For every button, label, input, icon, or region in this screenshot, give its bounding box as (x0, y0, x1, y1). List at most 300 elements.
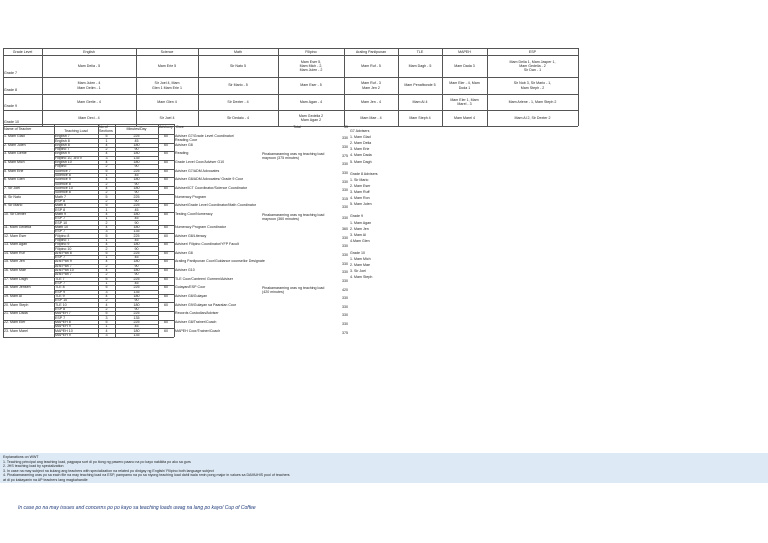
teacher-minutes-11-1: 45 (134, 237, 139, 242)
teacher-subject-17-0: TLE 8 (55, 285, 65, 290)
teacher-sections-19-0: 4 (105, 302, 108, 307)
teacher-name-13: 14. Mam Ruf (4, 250, 25, 255)
teacher-minutes-13-0: 225 (133, 250, 140, 255)
teacher-sections-16-1: 1 (105, 281, 108, 286)
teacher-sections-19-1: 2 (105, 307, 108, 311)
top-cell-1-6: Mam Eler - 4, Mam Doda 1 (449, 81, 480, 90)
teacher-minutes-10-0: 180 (133, 224, 140, 229)
teacher-subject-20-1: ESP 7 (55, 315, 66, 320)
teacher-total-15: 330 (342, 270, 348, 275)
top-cell-3-5: Mam Steph 4 (409, 115, 431, 120)
teacher-minutes-3-1: 90 (134, 164, 139, 169)
teacher-advisory-12: 60 (164, 242, 168, 247)
teacher-core-14: Araling Panlipunan Coor/Guidance counsellor Designate (175, 259, 265, 264)
teacher-minutes-16-1: 45 (134, 281, 139, 286)
sub-line (54, 315, 158, 316)
top-header-5: Araling Panlipunan (355, 49, 387, 54)
top-header-8: ESP (528, 49, 537, 54)
teacher-sections-13-1: 1 (105, 255, 108, 260)
teacher-minutes-17-1: 135 (133, 289, 140, 294)
teacher-core-13: Adviser G8 (175, 250, 193, 255)
teacher-total-0: 330 (342, 136, 348, 141)
teacher-advisory-14: 60 (164, 259, 168, 264)
teacher-total-21: 330 (342, 322, 348, 327)
teacher-subject-7-0: Math 7 (55, 194, 66, 199)
teacher-name-20: 21. Mam Dada (4, 311, 28, 316)
adviser-line-5: 5. Mam Dagh (350, 159, 372, 164)
teacher-core-9: Testing Coor/Numeracy (175, 211, 213, 216)
teacher-advisory-18: 60 (164, 294, 168, 299)
teacher-total-20: 330 (342, 313, 348, 318)
top-header-2: Science (160, 49, 174, 54)
teacher-name-8: 9. Sir Mario (4, 203, 23, 208)
teacher-subject-21-0: MAPEH 8 (55, 319, 71, 324)
teacher-sections-6-1: 2 (105, 190, 108, 195)
adviser-line-7: Grade 8 Advisers (350, 171, 378, 176)
teacher-name-6: 7. Sir Joel (4, 186, 20, 191)
teacher-name-21: 22. Mam Eler (4, 319, 26, 324)
top-cell-3-6: Mam Marel 4 (454, 115, 475, 120)
teacher-total-14: 330 (342, 261, 348, 266)
teacher-subject-22-1: MAPEH 9 (55, 332, 71, 337)
top-cell-3-1: Sir Joel 4 (159, 115, 175, 120)
teacher-total-16: 330 (342, 278, 348, 283)
teacher-subject-10-1: ESP 7 (55, 229, 66, 234)
teacher-sections-11-0: 5 (105, 233, 108, 238)
top-cell-1-7: Sir Nob 3, Sir Mario - 1, Mam Steph - 2 (513, 81, 552, 90)
teacher-name-18: 19. Mam Al (4, 294, 22, 299)
teacher-advisory-15: 60 (164, 268, 168, 273)
teacher-core-20: Records Custodian/Adviser (175, 311, 219, 316)
teacher-subject-15-1: Aral Pan 7 (55, 272, 72, 277)
sub-line (54, 156, 158, 157)
teacher-sections-20-1: 3 (105, 315, 108, 320)
adviser-line-21: 1. Mam Mich (350, 257, 371, 262)
teacher-minutes-12-0: 180 (133, 242, 140, 247)
adviser-line-15: 1. Mam Agan (350, 220, 372, 225)
teacher-name-12: 13. Mam Agan (4, 242, 28, 247)
explanations-notes (3, 455, 290, 483)
adviser-line-11: 4. Mam Ron (350, 196, 370, 201)
teacher-subject-8-1: ESP 8 (55, 207, 66, 212)
teacher-sections-6-0: 4 (105, 186, 108, 191)
teacher-name-9: 10. Sir Dexter (4, 211, 26, 216)
sub-line (54, 281, 158, 282)
teacher-sections-9-2: 2 (105, 220, 108, 225)
teacher-minutes-1-0: 180 (133, 142, 140, 147)
main-header-count: 35 (344, 124, 348, 129)
teacher-advisory-1: 60 (164, 142, 168, 147)
teacher-total-7: 315 (342, 196, 348, 201)
teacher-core-5: Adviser G8/ADM Advocates/ Grade 9 Coor (175, 177, 244, 182)
adviser-line-1: 1. Mam Glad (350, 135, 371, 140)
sub-line (54, 255, 158, 256)
teacher-minutes-20-0: 225 (133, 311, 140, 316)
top-cell-1-2: Sir Mario - 5 (228, 83, 248, 88)
top-cell-3-2: Sir Dedalo - 4 (227, 115, 249, 120)
top-cell-0-5: Mam Dagh - 5 (408, 63, 432, 68)
teacher-sections-17-1: 3 (105, 289, 108, 294)
teacher-sections-20-0: 5 (105, 311, 108, 316)
teacher-core-4: Adviser G7/ADM Advocates (175, 168, 220, 173)
teacher-remark-17: Pinakamaraming oras ng teaching load (420 minutes) (262, 286, 325, 295)
sub-line (54, 190, 158, 191)
teacher-sections-4-0: 5 (105, 168, 108, 173)
teacher-core-6: Adviser/ICT Coordinator/Science Coordinator (175, 186, 248, 191)
teacher-subject-2-1: Filipino 10, 3rd 9 (55, 155, 82, 160)
adviser-line-10: 3. Mam Ruff (350, 190, 370, 194)
teacher-minutes-21-1: 45 (134, 324, 139, 329)
sub-line (54, 207, 158, 208)
teacher-minutes-8-1: 45 (134, 207, 139, 212)
teacher-sections-9-0: 4 (105, 211, 108, 216)
teacher-subject-0-1: English 8 (55, 138, 70, 143)
top-header-0: Grade Level (12, 49, 33, 54)
teacher-sections-2-0: 4 (105, 151, 108, 156)
teacher-subject-14-0: Aral Pan 9 (55, 259, 72, 264)
top-grade-3: Grade 10 (4, 120, 19, 124)
sub-line (54, 229, 158, 230)
teacher-advisory-0: 60 (164, 134, 168, 139)
adviser-line-0: G7 Advisers (350, 129, 370, 133)
main-header-minutes: Minutes/Day (126, 127, 147, 131)
top-header-1: English (83, 49, 95, 54)
teacher-sections-0-1: 1 (105, 138, 108, 143)
teacher-core-21: Adviser G8/Trainer/Coach (175, 319, 217, 324)
teacher-core-17: Gulayan/ESP Coor (175, 285, 206, 290)
sub-line (54, 199, 158, 200)
teacher-sections-7-0: 5 (105, 194, 108, 199)
top-line (3, 55, 578, 56)
notes-title: Explanations on WWT (3, 455, 39, 459)
top-cell-1-0: Mam Julen - 4 Mam Delim - 1 (77, 81, 101, 90)
teacher-core-16: TLE Coor/Canteen/ Gurmen/Adviser (175, 276, 233, 281)
sub-line (54, 290, 158, 291)
teacher-minutes-13-1: 45 (134, 255, 139, 260)
adviser-line-8: 1. Sir Mario (350, 177, 369, 182)
teacher-total-2: 375 (342, 153, 348, 158)
teacher-total-1: 330 (342, 144, 348, 149)
teacher-subject-1-1: Filipino 7 (55, 147, 70, 152)
sub-line (54, 164, 158, 165)
teacher-subject-18-0: TLE 9 (55, 294, 65, 299)
teacher-total-11: 330 (342, 235, 348, 240)
teacher-advisory-17: 60 (164, 285, 168, 290)
teacher-subject-16-0: TLE 7 (55, 276, 65, 281)
teacher-core-10: Numeracy Program Coordinator (175, 224, 226, 229)
top-cell-0-6: Mam Dada 3 (454, 63, 475, 68)
top-vline (578, 48, 579, 126)
main-vline (98, 124, 99, 337)
teacher-minutes-5-1: 90 (134, 181, 139, 186)
sub-line (54, 264, 158, 265)
teacher-subject-1-0: English 8 (55, 142, 70, 147)
teacher-advisory-22: 60 (164, 328, 168, 333)
teacher-subject-5-1: Science 8 (55, 181, 71, 186)
teacher-total-19: 330 (342, 304, 348, 309)
top-cell-2-7: Mam Arlene - 1, Mam Steph 2 (508, 99, 557, 104)
teacher-name-1: 2. Mam Julen (4, 142, 26, 147)
teacher-name-16: 17. Mam Dagh (4, 276, 28, 281)
teacher-core-19: Adviser G9/Gulayan sa Paaralan Coor (175, 302, 237, 307)
teacher-minutes-18-0: 180 (133, 294, 140, 299)
teacher-sections-11-1: 1 (105, 237, 108, 242)
top-cell-3-0: Mam Dexi - 4 (78, 115, 100, 120)
teacher-sections-5-0: 4 (105, 177, 108, 182)
teacher-subject-11-0: Filipino 8 (55, 233, 70, 238)
teacher-sections-5-1: 2 (105, 181, 108, 186)
teacher-subject-10-0: Math 10 (55, 224, 68, 229)
teacher-minutes-2-0: 180 (133, 151, 140, 156)
sub-line (54, 182, 158, 183)
teacher-name-11: 12. Mam Eser (4, 233, 27, 238)
top-cell-3-3: Mam Gedelia 2 Mam Agan 2 (298, 113, 324, 122)
teacher-core-11: Adviser G8/Literacy (175, 233, 207, 238)
teacher-total-3: 330 (342, 162, 348, 167)
teacher-subject-12-0: Filipino 9 (55, 242, 70, 247)
top-grade-2: Grade 9 (4, 104, 17, 108)
teacher-advisory-8: 60 (164, 203, 168, 208)
main-line (3, 337, 174, 338)
top-vline (3, 48, 4, 126)
teacher-minutes-9-1: 45 (134, 216, 139, 221)
teacher-total-5: 330 (342, 179, 348, 184)
top-cell-1-1: Sir Joel 4, Mam Glen 1 Mam Erie 1 (152, 81, 182, 90)
teacher-sections-14-1: 2 (105, 263, 108, 268)
teacher-advisory-3: 60 (164, 160, 168, 165)
teacher-subject-8-0: Math 8 (55, 203, 66, 208)
teacher-subject-9-2: ESP 10 (55, 220, 68, 225)
teacher-minutes-6-0: 180 (133, 186, 140, 191)
teacher-remark-2: Pinakamaraming oras ng teaching load mayroon (375 minutes) (262, 152, 325, 161)
teacher-subject-15-0: Aral Pan 10 (55, 268, 74, 273)
teacher-advisory-19: 60 (164, 302, 168, 307)
teacher-total-12: 330 (342, 244, 348, 249)
main-vline (3, 124, 4, 337)
top-cell-0-0: Mam Delia - 5 (77, 63, 101, 68)
teacher-subject-4-0: Science 7 (55, 168, 71, 173)
top-cell-2-4: Mam Jen - 4 (361, 99, 381, 104)
teacher-sections-7-1: 2 (105, 199, 108, 203)
main-header-sections: No of Sections (99, 124, 113, 133)
teacher-core-15: Adviser G10 (175, 268, 195, 273)
teacher-minutes-22-1: 135 (133, 332, 140, 337)
adviser-line-9: 2. Mam Eser (350, 183, 371, 188)
teacher-total-17: 420 (342, 287, 348, 292)
teacher-minutes-19-0: 180 (133, 302, 140, 307)
top-cell-1-4: Mam Ruf - 3 Mam Jen 2 (361, 81, 381, 90)
teacher-advisory-10: 60 (164, 224, 168, 229)
teacher-minutes-1-1: 90 (134, 147, 139, 152)
adviser-line-3: 3. Mam Erie (350, 147, 370, 152)
teacher-core-12: Adviser/ Filipino Coordinator/YFP Facult (175, 242, 239, 247)
top-cell-3-7: Mam Al 2, Sir Dexter 2 (514, 115, 551, 120)
main-header-load: Teaching Load (64, 129, 88, 133)
main-line (3, 124, 174, 125)
teacher-core-8: Adviser/Grade Level Coordinator/Math Coordinator (175, 203, 257, 208)
teacher-subject-17-1: ESP 9 (55, 289, 66, 294)
top-header-7: MAPEH (458, 49, 471, 54)
teacher-minutes-9-2: 90 (134, 220, 139, 225)
teacher-minutes-12-1: 90 (134, 246, 139, 251)
teacher-sections-4-1: 1 (105, 173, 108, 178)
teacher-remark-9: Pinakamaraming oras ng teaching load mayroon (360 minutes) (262, 212, 325, 221)
teacher-minutes-4-0: 225 (133, 168, 140, 173)
teacher-advisory-5: 60 (164, 177, 168, 182)
teacher-sections-3-1: 2 (105, 164, 108, 169)
teacher-subject-21-1: MAPEH 9 (55, 324, 71, 329)
teacher-subject-3-1: Filipino (55, 164, 67, 169)
top-cell-2-0: Mam Gerlie - 4 (77, 99, 101, 104)
teacher-subject-19-1: ESP 8 (55, 307, 66, 311)
teacher-sections-21-1: 1 (105, 324, 108, 329)
adviser-line-18: 4.Mam Glen (350, 238, 370, 243)
teacher-minutes-7-0: 225 (133, 194, 140, 199)
adviser-line-4: 4. Mam Dada (350, 153, 372, 158)
top-grade-1: Grade 8 (4, 88, 17, 92)
teacher-core-0: Adviser G7/Grade Level Coordinator/ Reading Coor (175, 134, 235, 143)
teacher-name-0: 1. Mam Glad (4, 134, 25, 139)
teacher-total-8: 330 (342, 205, 348, 210)
top-cell-2-6: Mam Eler 1, Mam Marel - 3 (450, 97, 479, 106)
teacher-subject-5-0: Science 9 (55, 177, 71, 182)
teacher-sections-13-0: 5 (105, 250, 108, 255)
teacher-subject-6-0: Science 10 (55, 186, 73, 191)
teacher-minutes-19-1: 90 (134, 307, 139, 311)
teacher-subject-3-0: English 10 (55, 160, 72, 165)
top-header-4: Filipino (305, 49, 317, 54)
sub-line (54, 173, 158, 174)
teacher-minutes-0-0: 225 (133, 134, 140, 139)
teacher-sections-18-1: 2 (105, 298, 108, 303)
top-cell-2-2: Sir Dexter - 4 (227, 99, 249, 104)
top-cell-0-7: Mam Delia 1, Mam Jasper 1, Mam Gedelia - 2 Sir Dan - 1 (509, 59, 556, 73)
notes-line-2: 2. JHS teaching load by specialization (3, 464, 64, 469)
adviser-line-16: 2. Mam Jen (350, 226, 369, 231)
teacher-sections-22-0: 4 (105, 328, 108, 333)
notes-line-4: 4. Pinakamaraming oras po sa each file na may teaching load na ESP, pampamo na po sa niyong teaching load dahil wala nmin pong major in values sa DAMUHIS pool of teachers (3, 473, 290, 478)
adviser-line-24: 4. Mam Steph (350, 275, 373, 280)
top-cell-3-4: Mam Mae - 4 (360, 115, 382, 120)
teacher-subject-2-0: English 9 (55, 151, 70, 156)
teacher-sections-12-0: 4 (105, 242, 108, 247)
teacher-subject-11-1: Filipino 7 (55, 237, 70, 242)
sub-line (54, 147, 158, 148)
main-header-core: Core (176, 124, 184, 129)
teacher-minutes-14-1: 90 (134, 263, 139, 268)
adviser-line-23: 3. Sir Joel (350, 269, 366, 274)
sub-line (54, 220, 158, 221)
teacher-minutes-9-0: 180 (133, 211, 140, 216)
sub-line (54, 238, 158, 239)
sub-line (54, 138, 158, 139)
teacher-total-18: 330 (342, 296, 348, 301)
top-cell-0-2: Sir Nato 5 (230, 63, 246, 68)
adviser-line-12: 5. Mam Julen (350, 202, 372, 207)
teacher-subject-22-0: MAPEH 10 (55, 328, 73, 333)
main-header-total: Total (293, 124, 301, 129)
teacher-name-17: 18. Mam Jensen (4, 285, 31, 290)
teacher-subject-14-1: Aral Pan 7 (55, 263, 72, 268)
top-cell-2-5: Mam Al 4 (412, 99, 428, 104)
teacher-minutes-3-0: 180 (133, 160, 140, 165)
teacher-name-19: 20. Mam Steph (4, 302, 29, 307)
teacher-subject-0-0: English 7 (55, 134, 70, 139)
notes-line-5: at di po kakayanin na AP teachers lang magkahandle (3, 477, 88, 482)
adviser-line-2: 2. Mam Delia (350, 141, 372, 146)
top-cell-2-3: Mam Agan - 4 (299, 99, 323, 104)
teacher-name-14: 15. Mam Jen (4, 259, 25, 264)
main-header-advisory: Advisory (159, 124, 173, 129)
teacher-total-10: 360 (342, 227, 348, 232)
teacher-subject-16-1: ESP 7 (55, 281, 66, 286)
teacher-sections-8-0: 5 (105, 203, 108, 208)
teacher-name-5: 6. Mam Glen (4, 177, 25, 182)
teacher-subject-7-1: ESP 8 (55, 199, 66, 203)
top-header-3: Math (234, 49, 242, 54)
teacher-minutes-21-0: 225 (133, 319, 140, 324)
teacher-sections-17-0: 5 (105, 285, 108, 290)
teacher-sections-12-1: 2 (105, 246, 108, 251)
main-vline (54, 124, 55, 337)
teacher-sections-15-0: 4 (105, 268, 108, 273)
top-header-6: TLE (416, 49, 424, 54)
teacher-sections-21-0: 5 (105, 319, 108, 324)
teacher-minutes-6-1: 90 (134, 190, 139, 195)
teacher-subject-9-0: Math 9 (55, 211, 66, 216)
teacher-subject-12-1: Filipino 10 (55, 246, 72, 251)
top-cell-1-5: Mam Penafbonde 5 (404, 83, 436, 88)
teacher-name-22: 23. Mam Marel (4, 328, 28, 333)
teacher-total-6: 330 (342, 188, 348, 193)
teacher-name-2: 3. Mam Gerlie (4, 151, 27, 156)
teacher-sections-0-0: 5 (105, 134, 108, 139)
teacher-sections-18-0: 4 (105, 294, 108, 299)
adviser-line-20: Grade 10 (350, 251, 365, 255)
teacher-minutes-20-1: 135 (133, 315, 140, 320)
top-line (3, 94, 578, 95)
teacher-sections-3-0: 4 (105, 160, 108, 165)
sub-line (54, 298, 158, 299)
teacher-subject-13-1: ESP 7 (55, 255, 66, 260)
teacher-total-22: 375 (342, 330, 348, 335)
teacher-advisory-16: 60 (164, 276, 168, 281)
teacher-sections-1-1: 2 (105, 147, 108, 152)
teacher-subject-9-1: ESP 7 (55, 216, 66, 221)
teacher-subject-20-0: MAPEH 7 (55, 311, 71, 316)
teacher-core-2: Reading (175, 151, 189, 156)
teacher-name-4: 5. Mam Erie (4, 168, 24, 173)
teacher-sections-14-0: 4 (105, 259, 108, 264)
top-grade-0: Grade 7 (4, 71, 17, 75)
teacher-minutes-0-1: 45 (134, 138, 139, 143)
top-cell-2-1: Mam Glen 4 (157, 99, 177, 104)
sub-line (54, 272, 158, 273)
teacher-sections-2-1: 3 (105, 155, 108, 160)
footer-message: In case po na may issues and concerns po po kayo sa teaching loads uwag na lang po kayo/ Cup of Coffee (18, 505, 256, 511)
teacher-minutes-16-0: 225 (133, 276, 140, 281)
teacher-name-7: 8. Sir Nato (4, 194, 21, 199)
adviser-line-14: Grade 9 (350, 214, 363, 219)
sub-line (54, 246, 158, 247)
teacher-core-3: Grade Level Coor/Adviser G10 (175, 160, 225, 165)
top-line (3, 77, 578, 78)
teacher-advisory-21: 60 (164, 319, 168, 324)
teacher-sections-10-1: 3 (105, 229, 108, 234)
teacher-subject-18-1: ESP 10 (55, 298, 68, 303)
teacher-sections-15-1: 2 (105, 272, 108, 277)
main-vline (174, 124, 175, 337)
